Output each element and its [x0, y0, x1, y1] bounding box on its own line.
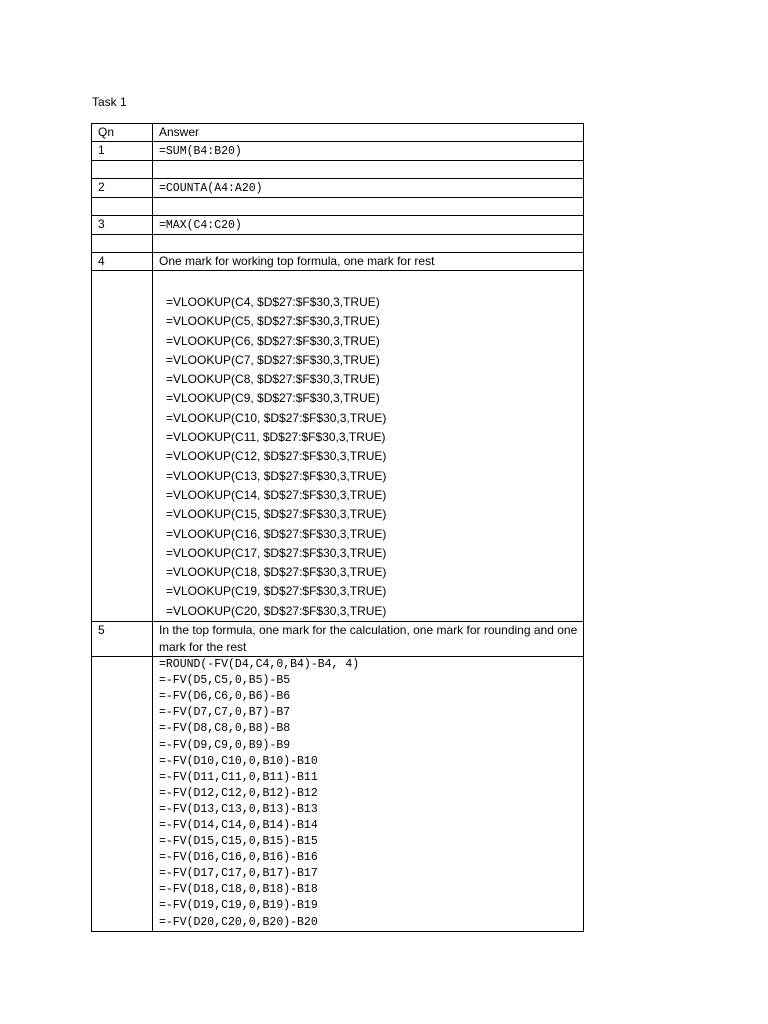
table-row: [92, 179, 584, 198]
formula-line: =ROUND(-FV(D4,C4,0,B4)-B4, 4): [159, 658, 360, 672]
header-answer: Answer: [153, 124, 584, 142]
formula-line: =-FV(D20,C20,0,B20)-B20: [159, 915, 318, 929]
qn-cell: 3: [92, 216, 153, 235]
formula-line: =-FV(D6,C6,0,B6)-B6: [159, 690, 291, 704]
table-row: [92, 271, 584, 622]
formula-line: =-FV(D11,C11,0,B11)-B11: [159, 770, 318, 784]
formula-line: =-FV(D17,C17,0,B17)-B17: [159, 867, 318, 881]
formula-line: =VLOOKUP(C9, $D$27:$F$30,3,TRUE): [166, 391, 380, 406]
formula-line: =VLOOKUP(C12, $D$27:$F$30,3,TRUE): [166, 449, 387, 464]
formula-line: =VLOOKUP(C18, $D$27:$F$30,3,TRUE): [166, 565, 387, 580]
formula-line: =-FV(D12,C12,0,B12)-B12: [159, 786, 318, 800]
formula-line: =VLOOKUP(C4, $D$27:$F$30,3,TRUE): [166, 295, 380, 309]
header-qn: Qn: [92, 124, 153, 142]
formula-line: =VLOOKUP(C13, $D$27:$F$30,3,TRUE): [166, 468, 387, 483]
empty-row: [92, 161, 584, 179]
formula-line: =VLOOKUP(C8, $D$27:$F$30,3,TRUE): [166, 372, 380, 387]
empty-row: [92, 235, 584, 253]
answer-cell: [153, 142, 584, 161]
qn-cell: 2: [92, 179, 153, 198]
table-header-row: [92, 124, 584, 142]
qn-cell: 5: [92, 622, 153, 657]
answer-cell: [153, 622, 584, 657]
formula-line: =-FV(D10,C10,0,B10)-B10: [159, 754, 318, 768]
formula-line: =-FV(D7,C7,0,B7)-B7: [159, 706, 291, 720]
table-row: [92, 142, 584, 161]
formula-line: =-FV(D8,C8,0,B8)-B8: [159, 722, 291, 736]
qn-cell: 4: [92, 253, 153, 271]
formula-line: =-FV(D5,C5,0,B5)-B5: [159, 674, 291, 688]
answer-cell: One mark for working top formula, one mark for rest: [153, 253, 584, 271]
page-title: Task 1: [92, 95, 127, 109]
formula-line: =-FV(D16,C16,0,B16)-B16: [159, 851, 318, 865]
formula-line: =-FV(D9,C9,0,B9)-B9: [159, 738, 291, 752]
formula-line: =-FV(D13,C13,0,B13)-B13: [159, 802, 318, 816]
table-row: [92, 622, 584, 657]
formula-line: =-FV(D19,C19,0,B19)-B19: [159, 899, 318, 913]
formula-line: =VLOOKUP(C19, $D$27:$F$30,3,TRUE): [166, 584, 387, 599]
formula-line: =-FV(D15,C15,0,B15)-B15: [159, 835, 318, 849]
formula-line: =VLOOKUP(C17, $D$27:$F$30,3,TRUE): [166, 545, 387, 560]
formula-line: =VLOOKUP(C6, $D$27:$F$30,3,TRUE): [166, 333, 380, 348]
formula-line: =VLOOKUP(C7, $D$27:$F$30,3,TRUE): [166, 352, 380, 367]
formula-line: =-FV(D18,C18,0,B18)-B18: [159, 883, 318, 897]
table-row: [92, 657, 584, 932]
formula-line: =VLOOKUP(C20, $D$27:$F$30,3,TRUE): [166, 603, 387, 618]
empty-row: [92, 198, 584, 216]
formula-text: =SUM(B4:B20): [159, 145, 242, 158]
formula-text: =MAX(C4:C20): [159, 219, 242, 232]
vlookup-formula-list: [153, 271, 584, 622]
qn-cell: 1: [92, 142, 153, 161]
table-row: [92, 253, 584, 271]
formula-text: =COUNTA(A4:A20): [159, 182, 263, 195]
formula-line: =VLOOKUP(C5, $D$27:$F$30,3,TRUE): [166, 314, 380, 329]
table-row: [92, 216, 584, 235]
fv-formula-list: [153, 657, 584, 932]
mark-scheme-text: In the top formula, one mark for the calculation, one mark for rounding and one mark for the rest: [159, 623, 578, 655]
answer-cell: [153, 179, 584, 198]
formula-line: =VLOOKUP(C11, $D$27:$F$30,3,TRUE): [166, 430, 386, 445]
formula-line: =-FV(D14,C14,0,B14)-B14: [159, 818, 318, 832]
formula-line: =VLOOKUP(C10, $D$27:$F$30,3,TRUE): [166, 410, 387, 425]
formula-line: =VLOOKUP(C15, $D$27:$F$30,3,TRUE): [166, 507, 387, 522]
answers-table: [91, 123, 584, 932]
answer-cell: [153, 216, 584, 235]
formula-line: =VLOOKUP(C16, $D$27:$F$30,3,TRUE): [166, 526, 387, 541]
formula-line: =VLOOKUP(C14, $D$27:$F$30,3,TRUE): [166, 487, 387, 502]
